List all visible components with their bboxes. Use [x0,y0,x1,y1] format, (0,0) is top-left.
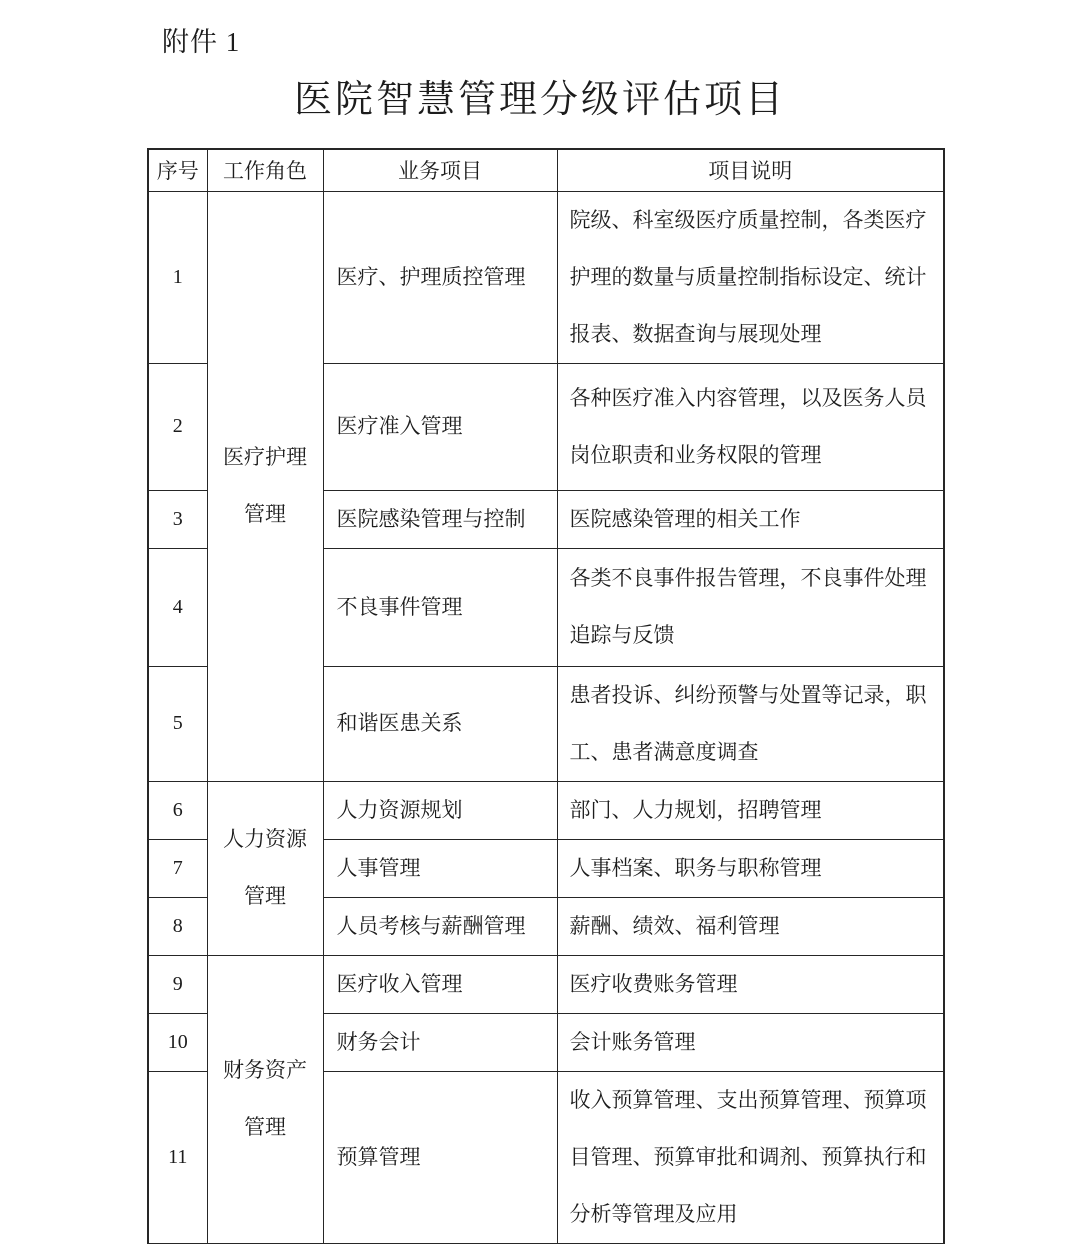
table-row [148,781,944,839]
business-project-cell: 医疗、护理质控管理 [323,191,557,363]
row-number: 9 [148,955,207,1013]
business-project-cell: 不良事件管理 [323,548,557,666]
project-description-cell: 各类不良事件报告管理，不良事件处理追踪与反馈 [557,548,944,666]
work-role-cell: 财务资产管理 [207,955,323,1244]
row-number: 7 [148,839,207,897]
row-number: 10 [148,1013,207,1071]
header-number: 序号 [148,149,207,191]
business-project-cell: 医疗收入管理 [323,955,557,1013]
project-description-cell: 医疗收费账务管理 [557,955,944,1013]
project-description-cell: 会计账务管理 [557,1013,944,1071]
business-project-cell: 人员考核与薪酬管理 [323,897,557,955]
project-description-cell: 部门、人力规划，招聘管理 [557,781,944,839]
business-project-cell: 医院感染管理与控制 [323,490,557,548]
header-business-project: 业务项目 [323,149,557,191]
business-project-cell: 人事管理 [323,839,557,897]
project-description-cell: 薪酬、绩效、福利管理 [557,897,944,955]
work-role-cell: 人力资源管理 [207,781,323,955]
project-description-cell: 患者投诉、纠纷预警与处置等记录，职工、患者满意度调查 [557,666,944,781]
project-description-cell: 收入预算管理、支出预算管理、预算项目管理、预算审批和调剂、预算执行和分析等管理及应用 [557,1071,944,1244]
business-project-cell: 医疗准入管理 [323,363,557,490]
business-project-cell: 和谐医患关系 [323,666,557,781]
business-project-cell: 预算管理 [323,1071,557,1244]
evaluation-table [147,148,945,1244]
row-number: 5 [148,666,207,781]
project-description-cell: 人事档案、职务与职称管理 [557,839,944,897]
row-number: 1 [148,191,207,363]
header-project-description: 项目说明 [557,149,944,191]
row-number: 3 [148,490,207,548]
row-number: 11 [148,1071,207,1244]
business-project-cell: 财务会计 [323,1013,557,1071]
table-row [148,191,944,363]
table-header-row [148,149,944,191]
project-description-cell: 各种医疗准入内容管理，以及医务人员岗位职责和业务权限的管理 [557,363,944,490]
project-description-cell: 医院感染管理的相关工作 [557,490,944,548]
business-project-cell: 人力资源规划 [323,781,557,839]
work-role-cell: 医疗护理管理 [207,191,323,781]
page-title: 医院智慧管理分级评估项目 [293,79,786,121]
row-number: 2 [148,363,207,490]
row-number: 4 [148,548,207,666]
attachment-label: 附件 1 [162,27,241,57]
table-row [148,955,944,1013]
project-description-cell: 院级、科室级医疗质量控制，各类医疗护理的数量与质量控制指标设定、统计报表、数据查询与展现处理 [557,191,944,363]
row-number: 8 [148,897,207,955]
header-work-role: 工作角色 [207,149,323,191]
row-number: 6 [148,781,207,839]
